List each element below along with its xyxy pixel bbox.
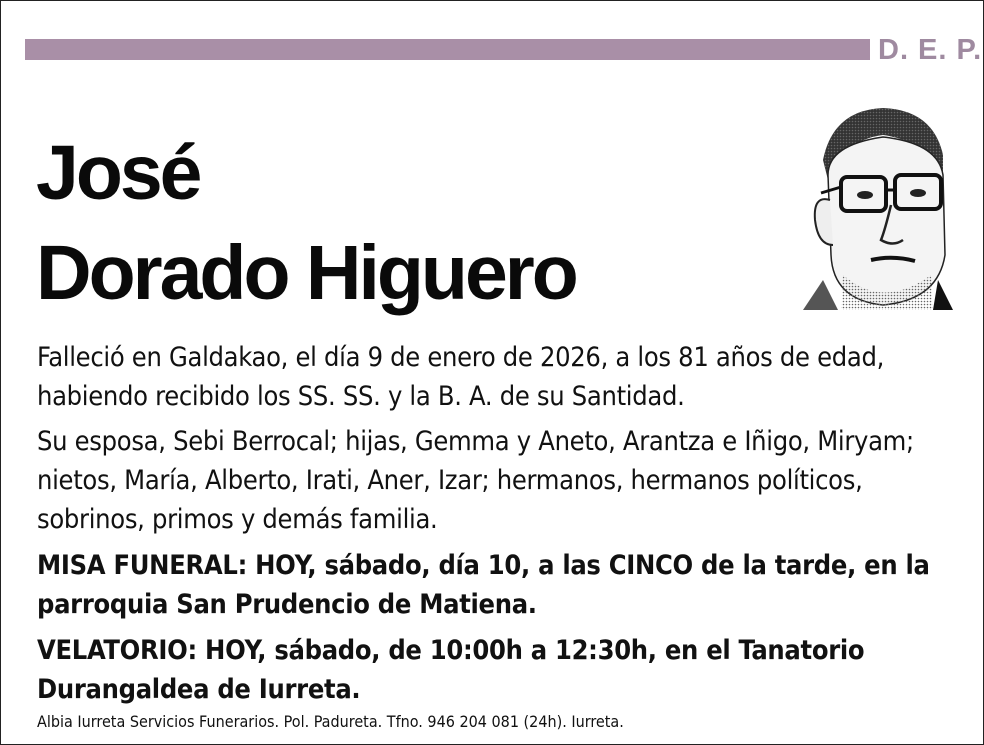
family-paragraph: Su esposa, Sebi Berrocal; hijas, Gemma y Aneto, Arantza e Iñigo, Miryam; nietos, María, Alberto, Irati, Aner, Izar; hermanos, hermanos políticos, sobrinos, primos y demás familia. — [37, 426, 914, 535]
portrait-photo — [803, 105, 953, 310]
funeral-home-footer: Albia Iurreta Servicios Funerarios. Pol. Padureta. Tfno. 946 204 081 (24h). Iurreta. — [37, 712, 624, 731]
wake-paragraph: VELATORIO: HOY, sábado, de 10:00h a 12:30h, en el Tanatorio Durangaldea de Iurreta. — [37, 635, 865, 705]
dep-label: D. E. P. — [878, 34, 983, 66]
death-notice-paragraph: Falleció en Galdakao, el día 9 de enero de 2026, a los 81 años de edad, habiendo recibido los SS. SS. y la B. A. de su Santidad. — [37, 342, 884, 412]
header-bar — [25, 39, 870, 60]
deceased-first-name: José — [36, 130, 200, 216]
deceased-surnames: Dorado Higuero — [36, 230, 576, 316]
funeral-mass-paragraph: MISA FUNERAL: HOY, sábado, día 10, a las CINCO de la tarde, en la parroquia San Prudencio de Matiena. — [37, 550, 930, 620]
